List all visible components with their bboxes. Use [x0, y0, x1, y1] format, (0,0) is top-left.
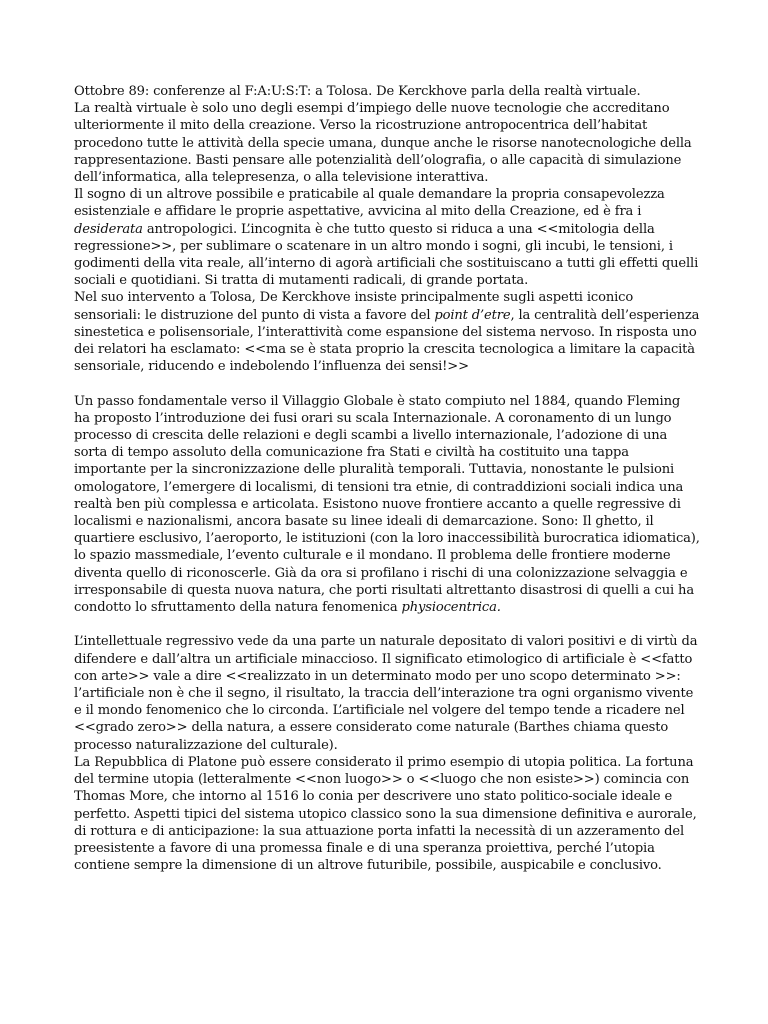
- paragraph-heading-line: Ottobre 89: conferenze al F:A:U:S:T: a Tolosa. De Kerckhove parla della realtà virtuale.: [74, 84, 641, 99]
- italic-term: desiderata: [74, 221, 143, 237]
- text-segment: Nel suo intervento a Tolosa, De Kerckhove insiste principalmente sugli aspetti iconico sensoriali: le distruzione del punto di vista a favore del: [74, 290, 634, 323]
- italic-term: point d’etre: [434, 307, 511, 323]
- paragraph-spacer: [74, 616, 700, 633]
- paragraph-repubblica-platone: La Repubblica di Platone può essere considerato il primo esempio di utopia politica. La fortuna del termine utopia (letteralmente <<non luogo>> o <<luogo che non esiste>>) comincia con Thomas More, che intorno al 1516 lo conia per descrivere uno stato politico-sociale ideale e perfetto. Aspetti tipici del sistema utopico classico sono la sua dimensione definitiva e aurorale, di rottura e di anticipazione: la sua attuazione porta infatti la necessità di un azzeramento del preesistente a favore di una promessa finale e di una speranza proiettiva, perché l’utopia contiene sempre la dimensione di un altrove futuribile, possibile, auspicabile e conclusivo.: [74, 754, 697, 874]
- block-quote: [74, 289, 700, 375]
- text-segment: antropologici. L’incognita è che tutto questo si riduca a una <<mitologia della regressione>>, per sublimare o scatenare in un altro mondo i sogni, gli incubi, le tensioni, i godimenti della vita reale, all’interno di agorà artificiali che sostituiscano a tutti gli effetti quelli sociali e quotidiani. Si tratta di mutamenti radicali, di grande portata.: [74, 221, 699, 289]
- text-segment: Un passo fondamentale verso il Villaggio Globale è stato compiuto nel 1884, quando Fleming ha proposto l’introduzione dei fusi orari su scala Internazionale. A coronamento di un lungo processo di crescita delle relazioni e degli scambi a livello internazionale, l’adozione di una sorta di tempo assoluto della comunicazione fra Stati e civiltà ha costituito una tappa importante per la sincronizzazione delle pluralità temporali. Tuttavia, nonostante le pulsioni omologatore, l’emergere di localismi, di tensioni tra etnie, di contraddizioni sociali indica una realtà ben più complessa e articolata. Esistono nuove frontiere accanto a quelle regressive di localismi e nazionalismi, ancora basate su linee ideali di demarcazione. Sono: Il ghetto, il quartiere esclusivo, l’aeroporto, le istituzioni (con la loro inaccessibilità burocratica idiomatica), lo spazio massmediale, l’evento culturale e il mondano. Il problema delle frontiere moderne diventa quello di riconoscerle. Già da ora si profilano i rischi di una colonizzazione selvaggia e irresponsabile di questa nuova natura, che porti risultati altrettanto disastrosi di quelli a cui ha condotto lo sfruttamento della natura fenomenica: [74, 393, 700, 616]
- paragraph-spacer: [74, 375, 700, 392]
- paragraph-realta-virtuale: La realtà virtuale è solo uno degli esempi d’impiego delle nuove tecnologie che accreditano ulteriormente il mito della creazione. Verso la ricostruzione antropocentrica dell’habitat procedono tutte le attività della specie umana, dunque anche le risorse nanotecnologiche della rappresentazione. Basti pensare alle potenzialità dell’olografia, o alle capacità di simulazione dell’informatica, alla telepresenza, o alla televisione interattiva.: [74, 101, 692, 186]
- text-segment: , la centralità dell’esperienza sinestetica e polisensoriale, l’interattività come espansione del sistema nervoso. In risposta uno dei relatori ha esclamato: <<ma se è stata proprio la crescita tecnologica a limitare la capacità sensoriale, riducendo e indebolendo l’influenza dei sensi!>>: [74, 307, 700, 375]
- paragraph-intellettuale-regressivo: L’intellettuale regressivo vede da una parte un naturale depositato di valori positivi e di virtù da difendere e dall’altra un artificiale minaccioso. Il significato etimologico di artificiale è <<fatto con arte>> vale a dire <<realizzato in un determinato modo per uno scopo determinato >>: l’artificiale non è che il segno, il risultato, la traccia dell’interazione tra ogni organismo vivente e il mondo fenomenico che lo circonda. L’artificiale nel volgere del tempo tende a ricadere nel <<grado zero>> della natura, a essere considerato come naturale (Barthes chiama questo processo naturalizzazione del culturale).: [74, 634, 698, 753]
- document-page: [74, 83, 700, 874]
- italic-term: physiocentrica.: [401, 600, 501, 616]
- text-segment: Il sogno di un altrove possibile e praticabile al quale demandare la propria consapevolezza esistenziale e affidare le proprie aspettative, avvicina al mito della Creazione, ed è fra i: [74, 187, 665, 220]
- paragraph-sogno-altrove: [74, 186, 700, 289]
- paragraph-villaggio-globale: [74, 393, 700, 617]
